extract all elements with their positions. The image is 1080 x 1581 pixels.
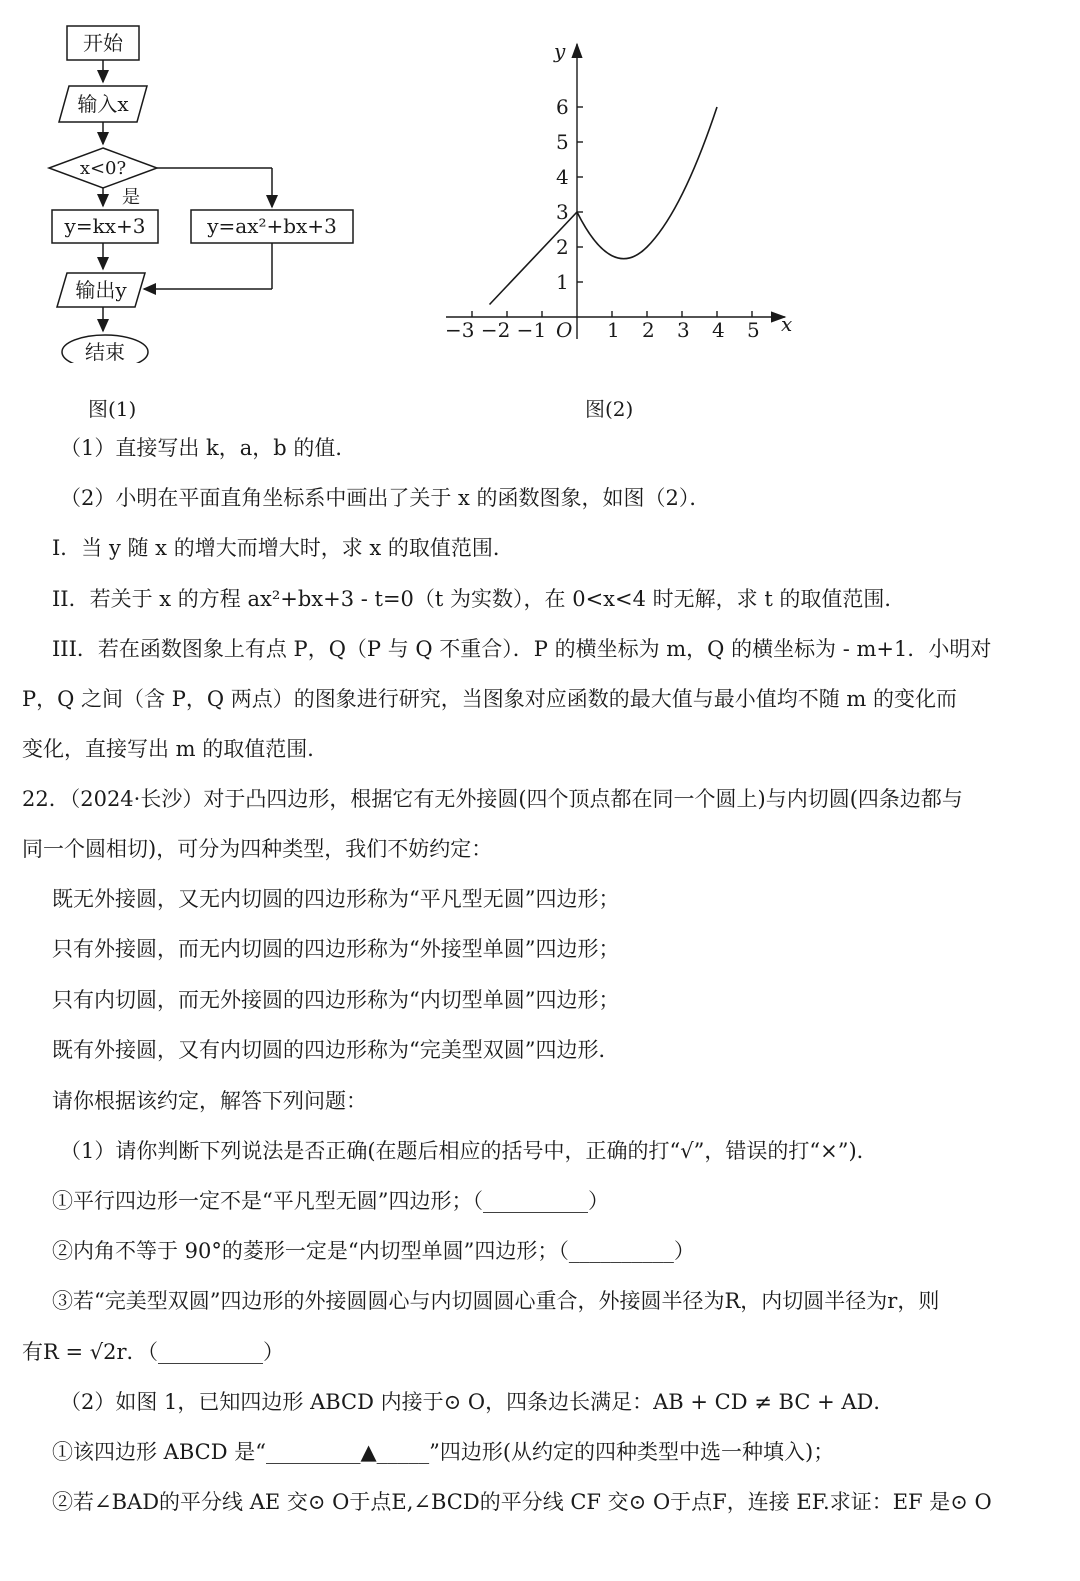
flow-left-text: y=kx+3: [64, 214, 146, 238]
x-axis-label: x: [781, 312, 793, 336]
y-axis-label: y: [554, 39, 566, 63]
definition-4: 既有外接圆，又有内切圆的四边形称为“完美型双圆”四边形．: [52, 1038, 620, 1062]
figure2-caption: 图(2): [585, 397, 634, 421]
statement-3: ③若“完美型双圆”四边形的外接圆圆心与内切圆圆心重合，外接圆半径为R，内切圆半径为r，则: [52, 1289, 940, 1313]
y-tick-3: 3: [556, 200, 569, 224]
q22-part2: （2）如图 1，已知四边形 ABCD 内接于⊙ O，四条边长满足：AB + CD ≠ BC + AD．: [60, 1390, 895, 1414]
q2-part1: I．当 y 随 x 的增大而增大时，求 x 的取值范围．: [52, 536, 514, 560]
parabola-branch: [577, 107, 717, 259]
statement-1: ①平行四边形一定不是“平凡型无圆”四边形；（__________）: [52, 1189, 609, 1213]
y-tick-2: 2: [556, 235, 569, 259]
y-tick-6: 6: [556, 95, 569, 119]
x-tick-5: 5: [747, 318, 760, 342]
q22-part2-1: ①该四边形 ABCD 是“_________▲_____”四边形(从约定的四种类型中选一种填入)；: [52, 1440, 835, 1464]
flow-start-text: 开始: [83, 31, 123, 55]
y-tick-5: 5: [556, 130, 569, 154]
q1-line: （1）直接写出 k，a，b 的值．: [60, 436, 357, 460]
definition-3: 只有内切圆，而无外接圆的四边形称为“内切型单圆”四边形；: [52, 988, 620, 1012]
q22-part2-2: ②若∠BAD的平分线 AE 交⊙ O于点E,∠BCD的平分线 CF 交⊙ O于点F，连接 EF.求证：EF 是⊙ O: [52, 1490, 992, 1514]
definition-2: 只有外接圆，而无内切圆的四边形称为“外接型单圆”四边形；: [52, 937, 620, 961]
x-tick-1: 1: [607, 318, 620, 342]
x-tick-4: 4: [712, 318, 725, 342]
q2-part2: II．若关于 x 的方程 ax²+bx+3 - t=0（t 为实数），在 0<x<4 时无解，求 t 的取值范围．: [52, 587, 906, 611]
q22-intro-cont: 同一个圆相切)，可分为四种类型，我们不妨约定：: [22, 837, 493, 861]
y-tick-1: 1: [556, 270, 569, 294]
flow-end-text: 结束: [85, 340, 125, 363]
definition-1: 既无外接圆，又无内切圆的四边形称为“平凡型无圆”四边形；: [52, 887, 620, 911]
q2-part3-cont1: P，Q 之间（含 P，Q 两点）的图象进行研究，当图象对应函数的最大值与最小值均不随 m 的变化而: [22, 687, 957, 711]
flow-output-text: 输出y: [75, 278, 127, 302]
flow-input-text: 输入x: [77, 92, 129, 116]
flowchart-figure: [40, 18, 370, 363]
q2-line: （2）小明在平面直角坐标系中画出了关于 x 的函数图象，如图（2）．: [60, 486, 711, 510]
q2-part3-cont2: 变化，直接写出 m 的取值范围．: [22, 737, 329, 761]
x-ticks-negative: −3 −2 −1: [445, 318, 547, 342]
q2-part3: III．若在函数图象上有点 P，Q（P 与 Q 不重合）．P 的横坐标为 m，Q 的横坐标为 - m+1．小明对: [52, 637, 992, 661]
q22-intro: 22．（2024·长沙）对于凸四边形，根据它有无外接圆(四个顶点都在同一个圆上)与内切圆(四条边都与: [22, 787, 963, 811]
origin-label: O: [556, 318, 573, 342]
figure1-caption: 图(1): [88, 397, 137, 421]
statement-2: ②内角不等于 90°的菱形一定是“内切型单圆”四边形；（__________）: [52, 1239, 695, 1263]
y-tick-4: 4: [556, 165, 569, 189]
instruction: 请你根据该约定，解答下列问题：: [52, 1089, 367, 1113]
q22-part1: （1）请你判断下列说法是否正确(在题后相应的括号中，正确的打“√”，错误的打“×”)．: [60, 1139, 878, 1163]
x-tick-2: 2: [642, 318, 655, 342]
function-graph: [440, 34, 810, 354]
statement-3-cont: 有R = √2r．（__________）: [22, 1340, 285, 1364]
x-tick-3: 3: [677, 318, 690, 342]
flow-cond-text: x<0?: [79, 158, 127, 179]
flow-right-text: y=ax²+bx+3: [207, 214, 337, 238]
flow-yes-text: 是: [122, 187, 140, 208]
